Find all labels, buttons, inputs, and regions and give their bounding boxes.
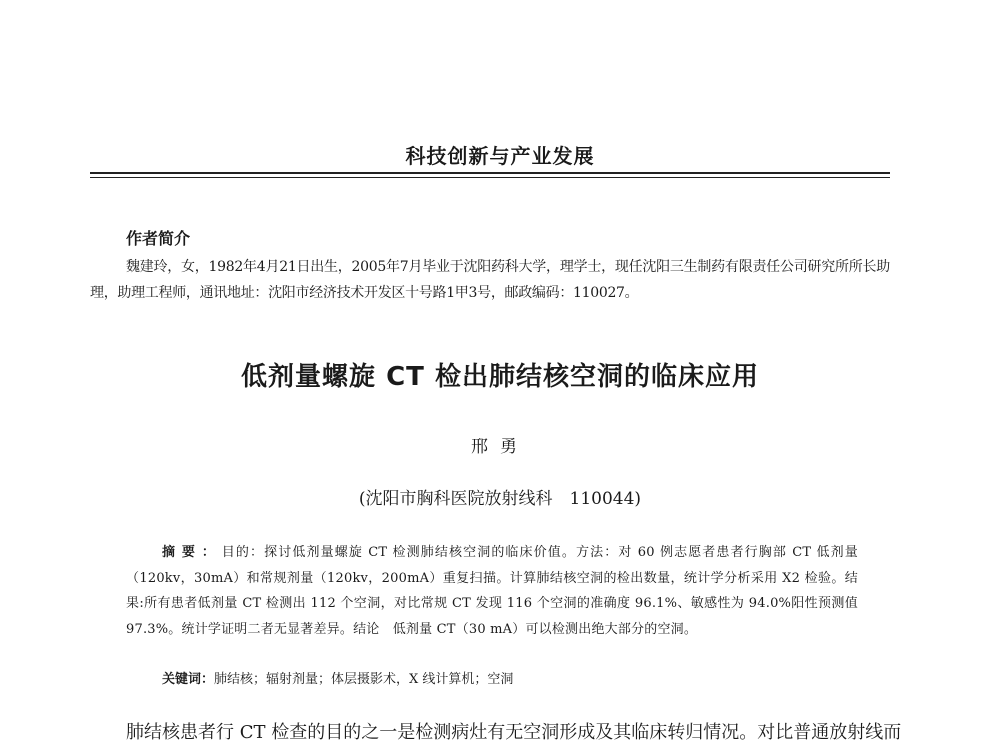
keywords-text: 肺结核；辐射剂量；体层摄影术，X 线计算机；空洞 — [214, 672, 514, 687]
article-author: 邢勇 — [471, 437, 529, 457]
article-affiliation: (沈阳市胸科医院放射线科 110044) — [358, 489, 642, 509]
header-rule-thick — [90, 172, 890, 174]
article-title: 低剂量螺旋 CT 检出肺结核空洞的临床应用 — [241, 362, 759, 392]
abstract-text: 目的：探讨低剂量螺旋 CT 检测肺结核空洞的临床价值。方法：对 60 例志愿者患者行胸部 CT 低剂量（120kv，30mA）和常规剂量（120kv，200mA）重复扫描。计算肺结核空洞的检出数量，统计学分析采用 X2 检验。结果:所有患者低剂量 CT 检测出 112 个空洞，对比常规 CT 发现 116 个空洞的准确度 96.1%、敏感性为 94.0%阳性预测值 97.3%。统计学证明二者无显著差异。结论 低剂量 CT（30 mA）可以检测出绝大部分的空洞。 — [126, 545, 858, 637]
abstract-label: 摘要： — [162, 545, 222, 560]
body-first-line: 肺结核患者行 CT 检查的目的之一是检测病灶有无空洞形成及其临床转归情况。对比普通放射线而 — [126, 722, 902, 743]
header-rule-thin — [90, 177, 890, 178]
running-title: 科技创新与产业发展 — [405, 144, 595, 168]
author-bio-heading: 作者简介 — [126, 229, 191, 248]
keywords-label: 关键词： — [162, 672, 215, 687]
keywords — [162, 668, 862, 692]
author-bio-text: 魏建玲，女，1982年4月21日出生，2005年7月毕业于沈阳药科大学，理学士，现任沈阳三生制药有限责任公司研究所所长助理，助理工程师，通讯地址：沈阳市经济技术开发区十号路1甲3号，邮政编码：110027。 — [90, 259, 890, 301]
abstract — [126, 540, 858, 642]
